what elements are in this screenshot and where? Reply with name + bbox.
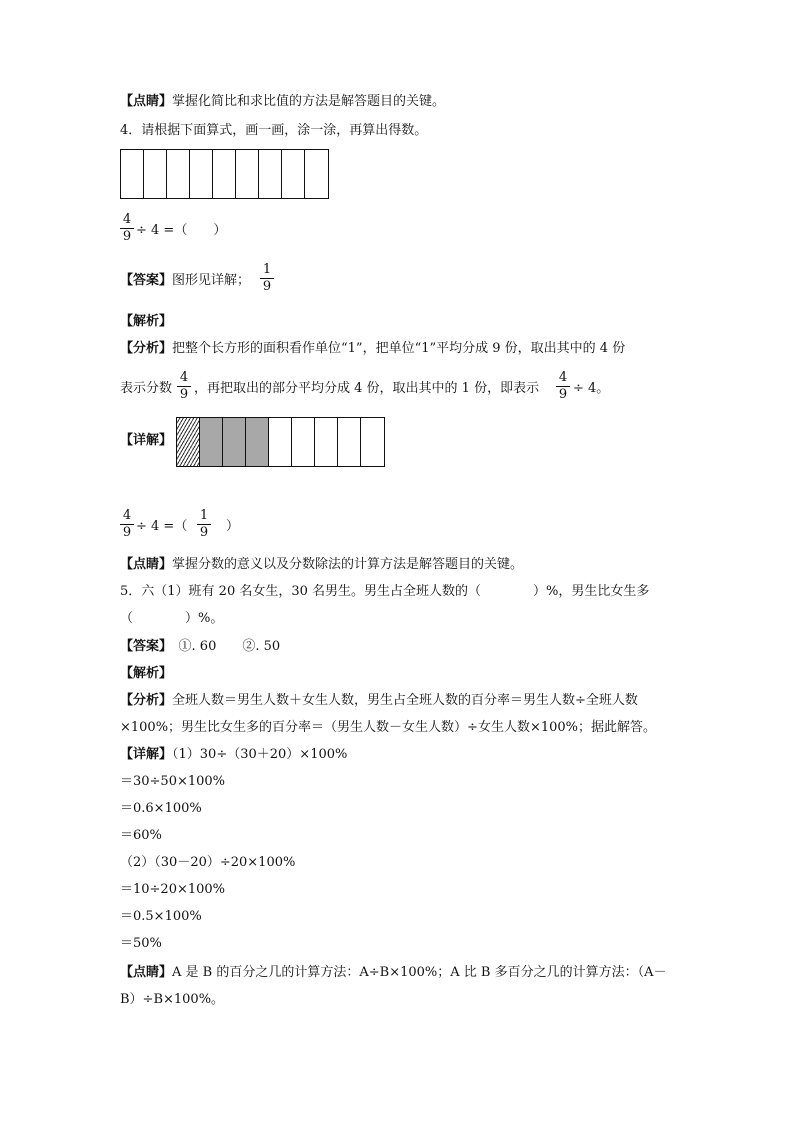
shaded-rectangle-grid: [176, 417, 385, 467]
result-expression: ÷ 4 =（: [136, 519, 188, 534]
q5-step: （2）（30－20）÷20×100%: [120, 855, 296, 870]
q5-fenxi-line-1: 【分析】全班人数＝男生人数＋女生人数，男生占全班人数的百分率＝男生人数÷全班人数: [120, 693, 638, 708]
hatched-cell: [177, 418, 200, 466]
question-4-prompt: 4．请根据下面算式，画一画，涂一涂，再算出得数。: [120, 123, 428, 138]
shaded-cell: [200, 418, 223, 466]
empty-cell: [338, 418, 361, 466]
q5-step: ＝60%: [120, 828, 162, 843]
fenxi-line-2b: ，再把取出的部分平均分成 4 份，取出其中的 1 份，即表示: [194, 381, 540, 396]
fraction-4-9: $\frac{4}{9}$: [120, 212, 134, 245]
fenxi-fraction-1: $\frac{4}{9}$: [177, 370, 191, 403]
answer-text: 图形见详解；: [172, 273, 251, 288]
answer-tag: 【答案】: [120, 273, 173, 288]
point-note-4: 【点睛】掌握分数的意义以及分数除法的计算方法是解答题目的关键。: [120, 557, 524, 572]
grid-cell[interactable]: [282, 150, 305, 198]
q5-fenxi-line-2: ×100%；男生比女生多的百分率＝（男生人数－女生人数）÷女生人数×100%；据此解答。: [120, 720, 657, 735]
answer-line: [120, 272, 250, 290]
grid-cell[interactable]: [213, 150, 236, 198]
detail-tag: 【详解】: [120, 433, 173, 448]
grid-cell[interactable]: [236, 150, 259, 198]
point-note-1: [120, 93, 445, 111]
grid-cell[interactable]: [259, 150, 282, 198]
question-5-prompt-line-2: （ ）%。: [120, 611, 224, 626]
q5-answer-text: ①. 60 ②. 50: [178, 639, 281, 654]
grid-cell[interactable]: [121, 150, 144, 198]
fenxi-fraction-2: $\frac{4}{9}$: [556, 370, 570, 403]
empty-cell: [292, 418, 315, 466]
q5-step: ＝30÷50×100%: [120, 774, 226, 789]
q5-step: ＝10÷20×100%: [120, 882, 226, 897]
q5-step: ＝50%: [120, 936, 162, 951]
blank-rectangle-grid[interactable]: [120, 149, 329, 199]
empty-cell: [361, 418, 384, 466]
q5-answer-line: 【答案】 ①. 60 ②. 50: [120, 639, 281, 654]
shaded-cell: [223, 418, 246, 466]
fenxi-line-1: 【分析】把整个长方形的面积看作单位“1”，把单位“1”平均分成 9 份，取出其中的 4 份: [120, 341, 626, 356]
result-close-paren: ）: [226, 519, 240, 534]
q5-analysis-tag: 【解析】: [120, 666, 173, 681]
empty-cell: [315, 418, 338, 466]
fenxi-tag: 【分析】: [120, 341, 173, 356]
dianjing-text: 掌握化简比和求比值的方法是解答题目的关键。: [172, 94, 446, 109]
q5-step: ＝0.6×100%: [120, 801, 202, 816]
grid-cell[interactable]: [305, 150, 328, 198]
grid-cell[interactable]: [167, 150, 190, 198]
answer-fraction: $\frac{1}{9}$: [260, 262, 274, 295]
grid-cell[interactable]: [144, 150, 167, 198]
fenxi-line-2c: ÷ 4。: [573, 381, 610, 396]
empty-cell: [269, 418, 292, 466]
fenxi-line-2a: 表示分数: [120, 381, 173, 396]
expression-rest: ÷ 4 =（ ）: [136, 223, 227, 238]
result-answer-fraction: $\frac{1}{9}$: [197, 508, 211, 541]
q5-point-note-line-1: 【点睛】A 是 B 的百分之几的计算方法：A÷B×100%；A 比 B 多百分之几的计算方法：（A－: [120, 965, 667, 980]
q5-detail-line: 【详解】（1）30÷（30＋20）×100%: [120, 747, 348, 762]
result-fraction-4-9: $\frac{4}{9}$: [120, 508, 134, 541]
shaded-cell: [246, 418, 269, 466]
dianjing-tag: 【点睛】: [120, 94, 173, 109]
q5-step: ＝0.5×100%: [120, 909, 202, 924]
q5-point-note-line-2: B）÷B×100%。: [120, 992, 225, 1007]
grid-cell[interactable]: [190, 150, 213, 198]
question-5-prompt-line-1: 5．六（1）班有 20 名女生，30 名男生。男生占全班人数的（ ）%，男生比女生多: [120, 584, 650, 599]
analysis-tag: 【解析】: [120, 314, 173, 329]
